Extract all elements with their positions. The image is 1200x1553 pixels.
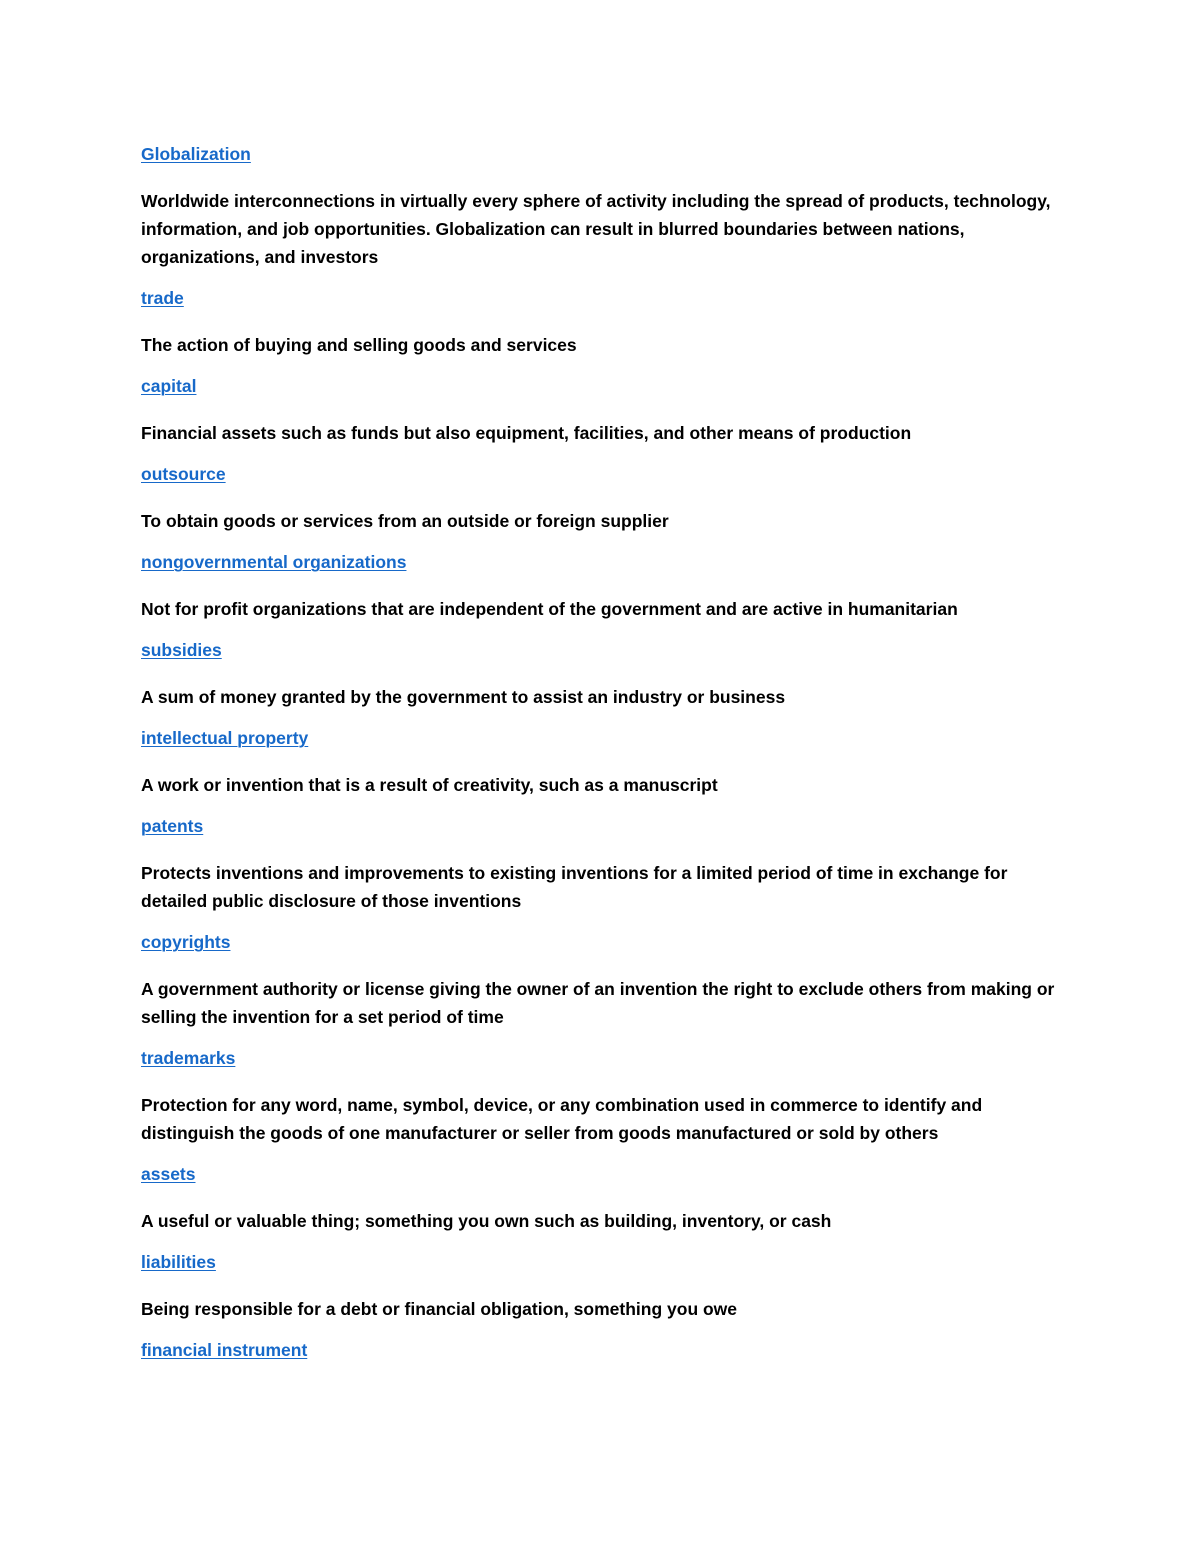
term-link-globalization[interactable]: Globalization bbox=[141, 144, 251, 164]
term-link-nongovernmental-organizations[interactable]: nongovernmental organizations bbox=[141, 552, 407, 572]
definition-patents: Protects inventions and improvements to existing inventions for a limited period of time in exchange for detailed public disclosure of those inventions bbox=[141, 863, 1008, 911]
definition-outsource: To obtain goods or services from an outside or foreign supplier bbox=[141, 511, 669, 531]
definition-trade: The action of buying and selling goods and services bbox=[141, 335, 577, 355]
term-link-outsource[interactable]: outsource bbox=[141, 464, 226, 484]
definition-capital: Financial assets such as funds but also equipment, facilities, and other means of production bbox=[141, 423, 912, 443]
definition-subsidies: A sum of money granted by the government to assist an industry or business bbox=[141, 687, 786, 707]
definition-copyrights: A government authority or license giving the owner of an invention the right to exclude others from making or selling the invention for a set period of time bbox=[141, 979, 1055, 1027]
definition-globalization: Worldwide interconnections in virtually every sphere of activity including the spread of products, technology, information, and job opportunities. Globalization can result in blurred boundaries between nations, organizations, and investors bbox=[141, 191, 1051, 267]
definition-liabilities: Being responsible for a debt or financial obligation, something you owe bbox=[141, 1299, 738, 1319]
glossary-page bbox=[141, 143, 1061, 1383]
term-link-liabilities[interactable]: liabilities bbox=[141, 1252, 216, 1272]
term-link-patents[interactable]: patents bbox=[141, 816, 204, 836]
term-link-subsidies[interactable]: subsidies bbox=[141, 640, 222, 660]
definition-nongovernmental-organizations: Not for profit organizations that are independent of the government and are active in humanitarian bbox=[141, 599, 958, 619]
term-link-financial-instrument[interactable]: financial instrument bbox=[141, 1340, 308, 1360]
definition-assets: A useful or valuable thing; something you own such as building, inventory, or cash bbox=[141, 1211, 832, 1231]
term-link-trademarks[interactable]: trademarks bbox=[141, 1048, 236, 1068]
term-link-capital[interactable]: capital bbox=[141, 376, 197, 396]
term-link-assets[interactable]: assets bbox=[141, 1164, 196, 1184]
term-link-intellectual-property[interactable]: intellectual property bbox=[141, 728, 309, 748]
definition-intellectual-property: A work or invention that is a result of creativity, such as a manuscript bbox=[141, 775, 718, 795]
term-link-trade[interactable]: trade bbox=[141, 288, 184, 308]
definition-trademarks: Protection for any word, name, symbol, device, or any combination used in commerce to identify and distinguish the goods of one manufacturer or seller from goods manufactured or sold by others bbox=[141, 1095, 983, 1143]
term-link-copyrights[interactable]: copyrights bbox=[141, 932, 231, 952]
